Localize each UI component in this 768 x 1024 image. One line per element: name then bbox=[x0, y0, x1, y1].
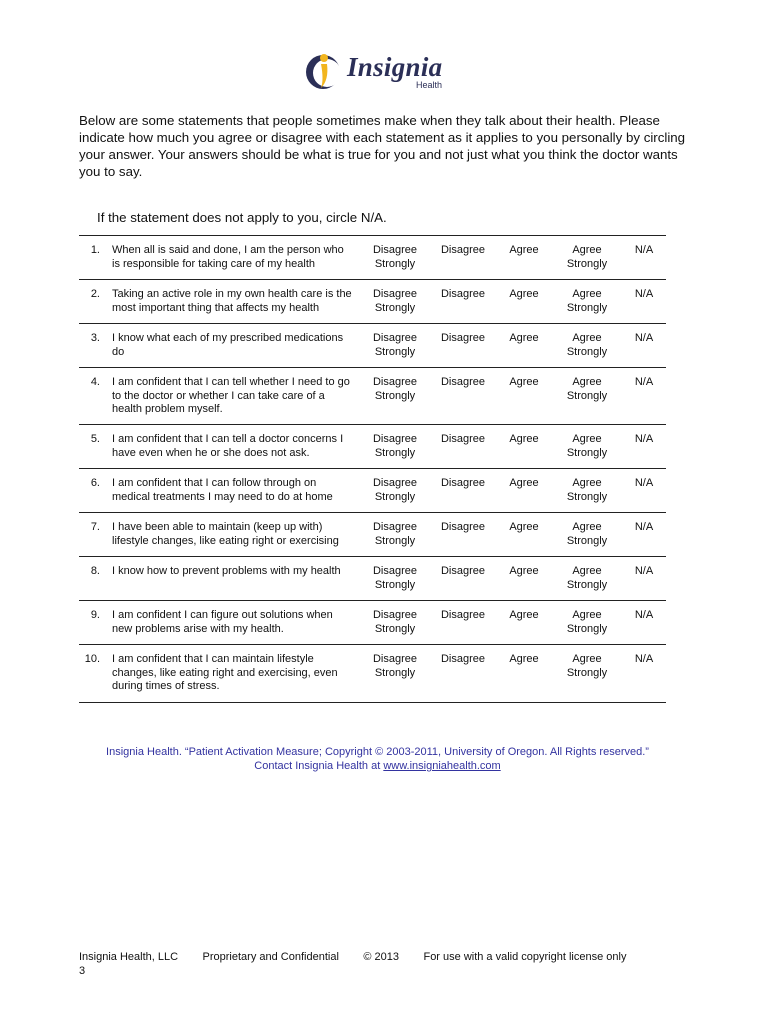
statement-text: Taking an active role in my own health care is the most important thing that affects my health bbox=[112, 288, 352, 314]
footer-contact-prefix: Contact Insignia Health at bbox=[254, 760, 384, 772]
answer-option[interactable]: Agree bbox=[509, 609, 539, 621]
answer-option[interactable]: Agree bbox=[509, 288, 539, 300]
statement-text: I am confident that I can tell whether I need to go to the doctor or whether I can take care of a health problem myself. bbox=[112, 376, 350, 415]
footer-contact bbox=[79, 759, 676, 773]
statement-text: I am confident that I can follow through on medical treatments I may need to do at home bbox=[112, 477, 333, 503]
answer-option[interactable]: Disagree Strongly bbox=[372, 477, 418, 503]
row-number: 8. bbox=[90, 565, 100, 577]
answer-option[interactable]: Disagree bbox=[440, 521, 486, 533]
answer-option[interactable]: Disagree Strongly bbox=[372, 288, 418, 314]
answer-option[interactable]: Disagree bbox=[440, 609, 486, 621]
answer-option[interactable]: Agree bbox=[509, 332, 539, 344]
row-number: 5. bbox=[90, 433, 100, 445]
answer-option[interactable]: N/A bbox=[634, 244, 654, 256]
statement-text: I know what each of my prescribed medications do bbox=[112, 332, 344, 358]
row-number: 3. bbox=[90, 332, 100, 344]
answer-option[interactable]: Agree Strongly bbox=[566, 609, 608, 635]
company-name: Insignia Health, LLC bbox=[79, 951, 179, 963]
logo-subtitle: Health bbox=[416, 80, 443, 90]
row-number: 1. bbox=[90, 244, 100, 256]
answer-option[interactable]: Disagree bbox=[440, 433, 486, 445]
website-link[interactable]: www.insigniahealth.com bbox=[383, 760, 501, 772]
row-number: 6. bbox=[90, 477, 100, 489]
answer-option[interactable]: N/A bbox=[634, 653, 654, 665]
answer-option[interactable]: Agree bbox=[509, 521, 539, 533]
row-number: 10. bbox=[84, 653, 100, 665]
answer-option[interactable]: Disagree Strongly bbox=[372, 565, 418, 591]
row-number: 7. bbox=[90, 521, 100, 533]
proprietary-text: Proprietary and Confidential bbox=[202, 951, 339, 963]
page-number: 3 bbox=[79, 965, 86, 977]
instruction-text: If the statement does not apply to you, circle N/A. bbox=[97, 210, 387, 225]
answer-option[interactable]: Agree Strongly bbox=[566, 376, 608, 402]
license-text: For use with a valid copyright license only bbox=[423, 951, 627, 963]
answer-option[interactable]: Agree Strongly bbox=[566, 565, 608, 591]
answer-option[interactable]: Disagree bbox=[440, 565, 486, 577]
answer-option[interactable]: Disagree bbox=[440, 244, 486, 256]
answer-option[interactable]: Disagree Strongly bbox=[372, 653, 418, 679]
statement-text: I am confident that I can maintain lifestyle changes, like eating right and exercising, even during times of stress. bbox=[112, 653, 338, 692]
logo-wordmark: Insignia bbox=[347, 52, 443, 82]
statement-text: I am confident that I can tell a doctor concerns I have even when he or she does not ask. bbox=[112, 433, 344, 459]
insignia-logo bbox=[305, 50, 455, 94]
answer-option[interactable]: N/A bbox=[634, 288, 654, 300]
copyright-footer bbox=[79, 745, 676, 773]
answer-option[interactable]: Agree Strongly bbox=[566, 477, 608, 503]
answer-option[interactable]: Disagree bbox=[440, 477, 486, 489]
answer-option[interactable]: Agree bbox=[509, 565, 539, 577]
copyright-year: © 2013 bbox=[363, 951, 399, 963]
answer-option[interactable]: Agree bbox=[509, 376, 539, 388]
answer-option[interactable]: Agree bbox=[509, 653, 539, 665]
table-row bbox=[79, 368, 666, 425]
row-number: 2. bbox=[90, 288, 100, 300]
answer-option[interactable]: Agree Strongly bbox=[566, 332, 608, 358]
answer-option[interactable]: Disagree Strongly bbox=[372, 376, 418, 402]
table-row bbox=[79, 601, 666, 645]
answer-option[interactable]: Agree Strongly bbox=[566, 653, 608, 679]
row-number: 9. bbox=[90, 609, 100, 621]
answer-option[interactable]: Agree Strongly bbox=[566, 521, 608, 547]
answer-option[interactable]: N/A bbox=[634, 609, 654, 621]
footer-line: Insignia Health. “Patient Activation Measure; Copyright © 2003-2011, University of Oregon. All Rights reserved.” bbox=[106, 746, 649, 758]
table-row bbox=[79, 425, 666, 469]
answer-option[interactable]: N/A bbox=[634, 521, 654, 533]
answer-option[interactable]: Disagree Strongly bbox=[372, 244, 418, 270]
table-row bbox=[79, 324, 666, 368]
answer-option[interactable]: N/A bbox=[634, 565, 654, 577]
row-number: 4. bbox=[90, 376, 100, 388]
table-row bbox=[79, 645, 666, 703]
answer-option[interactable]: Agree Strongly bbox=[566, 244, 608, 270]
answer-option[interactable]: Disagree Strongly bbox=[372, 609, 418, 635]
answer-option[interactable]: N/A bbox=[634, 433, 654, 445]
statement-text: I know how to prevent problems with my health bbox=[112, 565, 341, 577]
answer-option[interactable]: Agree bbox=[509, 477, 539, 489]
answer-option[interactable]: N/A bbox=[634, 376, 654, 388]
answer-option[interactable]: Agree Strongly bbox=[566, 288, 608, 314]
table-row bbox=[79, 280, 666, 324]
answer-option[interactable]: Disagree bbox=[440, 288, 486, 300]
footer-line-1 bbox=[79, 950, 626, 964]
statement-text: When all is said and done, I am the person who is responsible for taking care of my health bbox=[112, 244, 344, 270]
table-row bbox=[79, 236, 666, 280]
logo-mark-icon bbox=[305, 50, 347, 94]
answer-option[interactable]: Agree bbox=[509, 244, 539, 256]
answer-option[interactable]: Agree bbox=[509, 433, 539, 445]
answer-option[interactable]: Disagree bbox=[440, 653, 486, 665]
answer-option[interactable]: Disagree Strongly bbox=[372, 332, 418, 358]
table-row bbox=[79, 469, 666, 513]
intro-paragraph: Below are some statements that people sometimes make when they talk about their health. Please indicate how much you agree or disagree with each statement as it applies to you personally by circling your answer. Your answers should be what is true for you and not just what you think the doctor wants you to say. bbox=[79, 113, 686, 179]
answer-option[interactable]: Disagree Strongly bbox=[372, 433, 418, 459]
survey-table bbox=[79, 235, 666, 703]
answer-option[interactable]: N/A bbox=[634, 477, 654, 489]
answer-option[interactable]: Agree Strongly bbox=[566, 433, 608, 459]
table-row bbox=[79, 513, 666, 557]
answer-option[interactable]: N/A bbox=[634, 332, 654, 344]
statement-text: I am confident I can figure out solutions when new problems arise with my health. bbox=[112, 609, 333, 635]
statement-text: I have been able to maintain (keep up with) lifestyle changes, like eating right or exercising bbox=[112, 521, 339, 547]
page-footer bbox=[79, 950, 626, 978]
answer-option[interactable]: Disagree bbox=[440, 332, 486, 344]
answer-option[interactable]: Disagree Strongly bbox=[372, 521, 418, 547]
table-row bbox=[79, 557, 666, 601]
answer-option[interactable]: Disagree bbox=[440, 376, 486, 388]
